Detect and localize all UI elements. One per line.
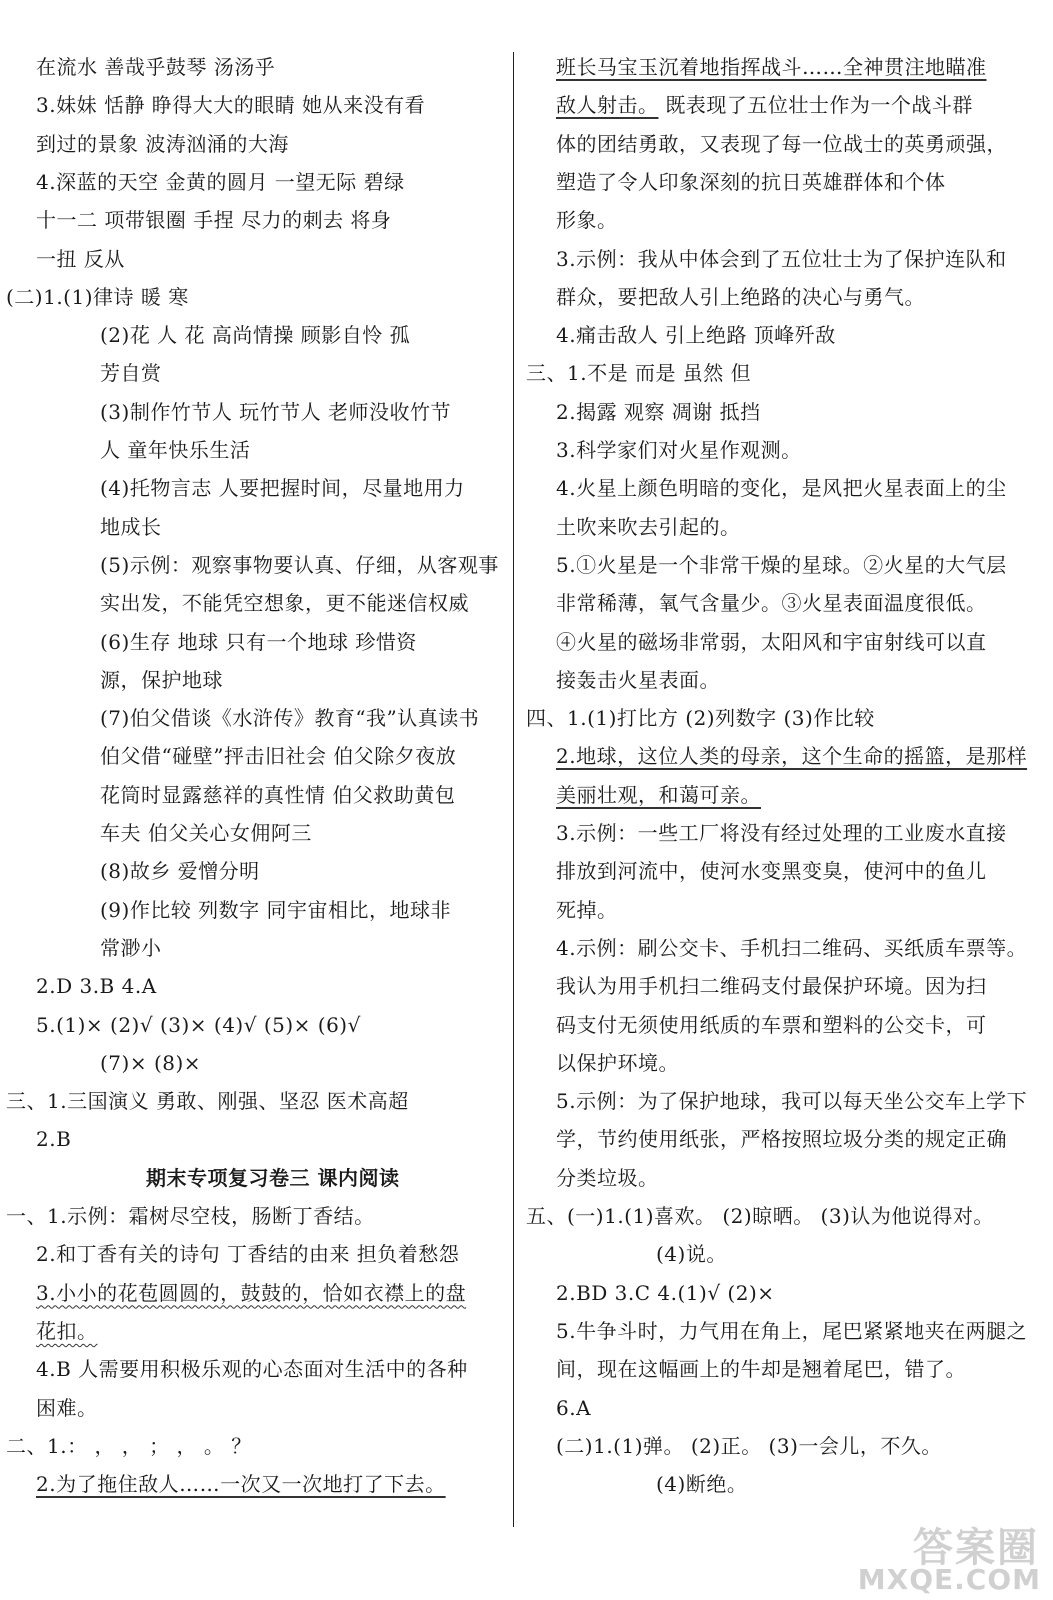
answer-line <box>6 354 504 392</box>
answer-text: 4.痛击敌人 引上绝路 顶峰歼敌 <box>556 323 836 348</box>
answer-line <box>526 967 1020 1005</box>
answer-line <box>526 1465 1020 1503</box>
answer-line <box>6 240 504 278</box>
answer-text: 塑造了令人印象深刻的抗日英雄群体和个体 <box>556 169 946 194</box>
answer-text: (5)示例：观察事物要认真、仔细，从客观事 <box>100 552 499 577</box>
answer-line <box>6 1427 504 1465</box>
answer-text: 四、1.(1)打比方 (2)列数字 (3)作比较 <box>526 706 875 731</box>
answer-line <box>526 1312 1028 1350</box>
answer-text: (4)说。 <box>656 1242 727 1267</box>
answer-line <box>526 623 1020 661</box>
answer-text: ④火星的磁场非常弱，太阳风和宇宙射线可以直 <box>556 629 987 654</box>
answer-text: 2.地球，这位人类的母亲，这个生命的摇篮，是那样 <box>556 744 1028 769</box>
answer-text: 4.深蓝的天空 金黄的圆月 一望无际 碧绿 <box>36 169 405 194</box>
answer-line <box>6 1082 504 1120</box>
answer-line <box>6 546 504 584</box>
answer-line <box>526 125 1020 163</box>
answer-text: (二)1.(1)弹。 (2)正。 (3)一会儿，不久。 <box>556 1433 942 1458</box>
answer-line <box>6 852 504 890</box>
answer-line <box>6 1197 504 1235</box>
answer-text: 5.①火星是一个非常干燥的星球。②火星的大气层 <box>556 552 1007 577</box>
answer-text: 一、1.示例：霜树尽空枝，肠断丁香结。 <box>6 1204 375 1228</box>
answer-text: 常渺小 <box>100 935 162 960</box>
answer-text: 3.小小的花苞圆圆的，鼓鼓的，恰如衣襟上的盘 <box>36 1280 467 1305</box>
answer-text: 2.揭露 观察 凋谢 抵挡 <box>556 399 761 424</box>
answer-line <box>6 278 504 316</box>
answer-text: 车夫 伯父关心女佣阿三 <box>100 821 312 845</box>
answer-text: 码支付无须使用纸质的车票和塑料的公交卡，可 <box>556 1012 987 1037</box>
answer-line <box>526 891 1020 929</box>
answer-line <box>526 1389 1020 1427</box>
answer-text: (二)1.(1)律诗 暖 寒 <box>6 284 189 309</box>
answer-text: 困难。 <box>36 1395 98 1420</box>
answer-text: 3.妹妹 恬静 睁得大大的眼睛 她从来没有看 <box>36 93 426 118</box>
answer-line <box>526 278 1020 316</box>
answer-text: (2)花 人 花 高尚情操 顾影自怜 孤 <box>100 323 411 348</box>
answer-text: (4)托物言志 人要把握时间，尽量地用力 <box>100 476 465 501</box>
answer-line <box>6 48 504 86</box>
answer-line <box>526 1274 1020 1312</box>
answer-text: 2.B <box>36 1127 72 1152</box>
watermark-logo <box>845 1516 1045 1596</box>
answer-line <box>6 1235 504 1273</box>
answer-text: 期末专项复习卷三 课内阅读 <box>146 1165 400 1190</box>
answer-text: 芳自赏 <box>100 361 162 386</box>
answer-text: 十一二 项带银圈 手捏 尽力的刺去 将身 <box>36 208 392 233</box>
answer-line <box>526 814 1020 852</box>
answer-line <box>6 891 504 929</box>
answer-line <box>526 776 1020 814</box>
answer-text: (6)生存 地球 只有一个地球 珍惜资 <box>100 629 417 654</box>
answer-line <box>526 1044 1020 1082</box>
answer-text: 5.示例：为了保护地球，我可以每天坐公交车上学下 <box>556 1089 1028 1114</box>
answer-line <box>6 86 504 124</box>
answer-text: (7)伯父借谈《水浒传》教育“我”认真读书 <box>100 706 480 731</box>
answer-text: 5.(1)× (2)√ (3)× (4)√ (5)× (6)√ <box>36 1012 361 1037</box>
answer-text: 敌人射击。 既表现了五位壮士作为一个战斗群 <box>556 93 973 118</box>
answer-text: 班长马宝玉沉着地指挥战斗……全神贯注地瞄准 <box>556 55 987 79</box>
answer-text: 5.牛争斗时，力气用在角上，尾巴紧紧地夹在两腿之 <box>556 1318 1028 1343</box>
answer-line <box>526 508 1020 546</box>
answer-text: 间，现在这幅画上的牛却是翘着尾巴，错了。 <box>556 1357 966 1382</box>
answer-text: 排放到河流中，使河水变黑变臭，使河中的鱼儿 <box>556 859 987 884</box>
answer-text: 美丽壮观，和蔼可亲。 <box>556 782 761 807</box>
answer-text: 以保护环境。 <box>556 1050 679 1075</box>
answer-text: 3.科学家们对火星作观测。 <box>556 438 802 462</box>
answer-line <box>526 584 1020 622</box>
answer-line <box>6 1389 504 1427</box>
answer-text: 花扣。 <box>36 1318 98 1343</box>
answer-text: 在流水 善哉乎鼓琴 汤汤乎 <box>36 55 276 79</box>
answer-line <box>526 1159 1020 1197</box>
answer-line <box>6 1006 504 1044</box>
answer-line <box>6 929 504 967</box>
answer-text: 4.火星上颜色明暗的变化，是风把火星表面上的尘 <box>556 476 1007 501</box>
answer-text: 伯父借“碰壁”抨击旧社会 伯父除夕夜放 <box>100 744 457 769</box>
answer-text: 4.示例：刷公交卡、手机扫二维码、买纸质车票等。 <box>556 935 1028 960</box>
answer-text: 形象。 <box>556 208 618 233</box>
answer-text: (3)制作竹节人 玩竹节人 老师没收竹节 <box>100 399 452 424</box>
answer-text: (9)作比较 列数字 同宇宙相比，地球非 <box>100 897 452 922</box>
answer-line <box>6 967 504 1005</box>
answer-line <box>526 1235 1020 1273</box>
answer-line <box>526 431 1020 469</box>
answer-line <box>6 623 504 661</box>
watermark-en: MXQE.COM <box>857 1563 1041 1596</box>
answer-line <box>6 469 504 507</box>
answer-line <box>6 661 504 699</box>
answer-text: 学，节约使用纸张，严格按照垃圾分类的规定正确 <box>556 1127 1007 1152</box>
answer-text: 群众，要把敌人引上绝路的决心与勇气。 <box>556 284 925 309</box>
answer-line <box>526 163 1020 201</box>
answer-line <box>6 393 504 431</box>
answer-line <box>6 776 504 814</box>
answer-line <box>526 1427 1020 1465</box>
answer-line <box>526 354 1020 392</box>
answer-line <box>6 1274 504 1312</box>
answer-text: 死掉。 <box>556 897 618 922</box>
answer-line <box>6 1465 504 1503</box>
answer-text: 接轰击火星表面。 <box>556 667 720 692</box>
answer-line <box>6 1120 504 1158</box>
answer-line <box>6 125 504 163</box>
answer-text: 地成长 <box>100 514 162 539</box>
answer-text: 到过的景象 波涛汹涌的大海 <box>36 131 289 156</box>
answer-line <box>6 737 504 775</box>
answer-line <box>526 546 1020 584</box>
answer-text: 源，保护地球 <box>100 667 223 692</box>
answer-line <box>526 1006 1020 1044</box>
answer-text: 非常稀薄，氧气含量少。③火星表面温度很低。 <box>556 591 987 616</box>
answer-line <box>6 201 504 239</box>
answer-line <box>526 469 1020 507</box>
answer-line <box>6 584 504 622</box>
answer-line <box>6 1044 504 1082</box>
answer-line <box>6 316 504 354</box>
answer-line <box>526 661 1020 699</box>
answer-text: 三、1.不是 而是 虽然 但 <box>526 361 752 386</box>
answer-line <box>6 1350 504 1388</box>
answer-line <box>6 699 504 737</box>
answer-text: 4.B 人需要用积极乐观的心态面对生活中的各种 <box>36 1357 468 1382</box>
answer-line <box>526 240 1020 278</box>
answer-text: 体的团结勇敢，又表现了每一位战士的英勇顽强， <box>556 131 1007 156</box>
answer-text: 人 童年快乐生活 <box>100 438 251 462</box>
answer-line <box>526 1197 1020 1235</box>
answer-line <box>6 163 504 201</box>
answer-line <box>526 737 1028 775</box>
answer-line <box>526 852 1020 890</box>
answer-line <box>526 316 1020 354</box>
answer-text: 土吹来吹去引起的。 <box>556 514 741 539</box>
answer-text: 分类垃圾。 <box>556 1165 659 1190</box>
answer-text: 我认为用手机扫二维码支付最保护环境。因为扫 <box>556 974 987 999</box>
answer-text: 一扭 反从 <box>36 246 125 271</box>
answer-line <box>526 929 1028 967</box>
answer-line <box>526 48 1020 86</box>
answer-text: 6.A <box>556 1395 592 1420</box>
answer-text: 2.D 3.B 4.A <box>36 974 157 999</box>
answer-line <box>526 1120 1020 1158</box>
answer-line <box>6 814 504 852</box>
answer-text: 五、(一)1.(1)喜欢。 (2)晾晒。 (3)认为他说得对。 <box>526 1204 994 1228</box>
answer-line <box>526 201 1020 239</box>
answer-text: 3.示例：我从中体会到了五位壮士为了保护连队和 <box>556 246 1007 271</box>
section-title <box>6 1159 504 1197</box>
answer-line <box>526 699 1020 737</box>
answer-text: 三、1.三国演义 勇敢、刚强、坚忍 医术高超 <box>6 1089 409 1114</box>
answer-text: 2.为了拖住敌人……一次又一次地打了下去。 <box>36 1472 446 1497</box>
answer-line <box>6 431 504 469</box>
answer-text: 实出发，不能凭空想象，更不能迷信权威 <box>100 591 469 616</box>
answer-text: (4)断绝。 <box>656 1472 748 1497</box>
answer-text: (8)故乡 爱憎分明 <box>100 859 260 884</box>
answer-text: (7)× (8)× <box>100 1050 202 1075</box>
answer-line <box>526 1350 1020 1388</box>
answer-text: 2.BD 3.C 4.(1)√ (2)× <box>556 1280 775 1305</box>
answer-line <box>526 86 1020 124</box>
answer-line <box>6 1312 504 1350</box>
answer-text: 二、1.： ， ， ； ， 。 ？ <box>6 1433 252 1458</box>
answer-text: 2.和丁香有关的诗句 丁香结的由来 担负着愁怨 <box>36 1242 460 1267</box>
answer-line <box>526 393 1020 431</box>
column-divider <box>513 52 514 1527</box>
answer-line <box>6 508 504 546</box>
watermark-cn: 答案圈 <box>913 1525 1039 1571</box>
answer-line <box>526 1082 1028 1120</box>
answer-text: 3.示例：一些工厂将没有经过处理的工业废水直接 <box>556 821 1007 845</box>
answer-text: 花筒时显露慈祥的真性情 伯父救助黄包 <box>100 782 456 807</box>
